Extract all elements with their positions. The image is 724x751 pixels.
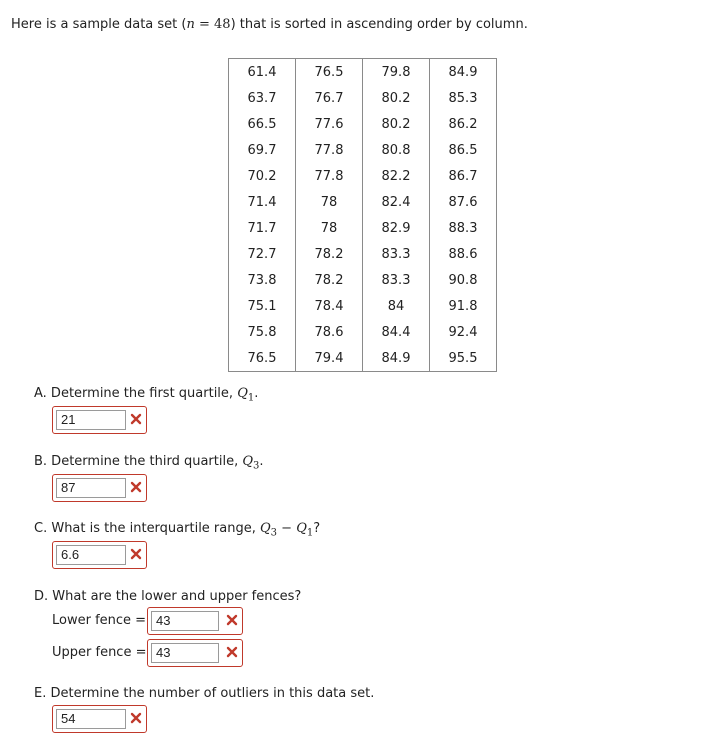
table-cell: 82.2 <box>363 163 430 189</box>
intro-text: Here is a sample data set (n = 48) that is sorted in ascending order by column. <box>11 17 528 32</box>
table-cell: 90.8 <box>430 267 497 293</box>
table-cell: 91.8 <box>430 293 497 319</box>
table-row <box>229 85 497 111</box>
question-a: A. Determine the first quartile, $Q_1$. <box>34 386 259 404</box>
table-cell: 77.6 <box>296 111 363 137</box>
table-cell: 63.7 <box>229 85 296 111</box>
table-cell: 78 <box>296 215 363 241</box>
table-cell: 70.2 <box>229 163 296 189</box>
table-cell: 88.3 <box>430 215 497 241</box>
table-cell: 88.6 <box>430 241 497 267</box>
table-row <box>229 241 497 267</box>
table-cell: 82.9 <box>363 215 430 241</box>
table-cell: 77.8 <box>296 137 363 163</box>
table-cell: 84.9 <box>363 345 430 372</box>
table-row <box>229 137 497 163</box>
x-mark-icon <box>225 645 239 659</box>
lower-fence-label: Lower fence = <box>52 613 147 628</box>
table-cell: 78.2 <box>296 241 363 267</box>
x-mark-icon <box>129 412 143 426</box>
answer-e-input[interactable]: 54 <box>56 709 126 729</box>
answer-b-box <box>52 474 147 502</box>
n-value: 48 <box>214 17 231 32</box>
table-row <box>229 111 497 137</box>
question-b: B. Determine the third quartile, $Q_3$. <box>34 454 264 472</box>
question-c: C. What is the interquartile range, $Q_3 - Q_1$? <box>34 521 321 539</box>
lower-fence-box <box>147 607 243 635</box>
upper-fence-label: Upper fence = <box>52 645 147 660</box>
table-cell: 86.2 <box>430 111 497 137</box>
table-cell: 83.3 <box>363 267 430 293</box>
table-cell: 69.7 <box>229 137 296 163</box>
table-cell: 78.2 <box>296 267 363 293</box>
table-cell: 95.5 <box>430 345 497 372</box>
table-cell: 76.5 <box>229 345 296 372</box>
table-cell: 71.7 <box>229 215 296 241</box>
table-cell: 61.4 <box>229 59 296 86</box>
table-cell: 83.3 <box>363 241 430 267</box>
table-cell: 79.8 <box>363 59 430 86</box>
table-cell: 80.8 <box>363 137 430 163</box>
table-cell: 76.7 <box>296 85 363 111</box>
table-cell: 85.3 <box>430 85 497 111</box>
table-cell: 66.5 <box>229 111 296 137</box>
answer-b-input[interactable]: 87 <box>56 478 126 498</box>
table-cell: 86.5 <box>430 137 497 163</box>
table-row <box>229 163 497 189</box>
table-cell: 84.4 <box>363 319 430 345</box>
table-cell: 73.8 <box>229 267 296 293</box>
answer-a-input[interactable]: 21 <box>56 410 126 430</box>
table-cell: 84 <box>363 293 430 319</box>
upper-fence-box <box>147 639 243 667</box>
table-cell: 78.4 <box>296 293 363 319</box>
table-cell: 92.4 <box>430 319 497 345</box>
table-row <box>229 215 497 241</box>
table-row <box>229 59 497 86</box>
question-d: D. What are the lower and upper fences? <box>34 589 302 604</box>
table-row <box>229 189 497 215</box>
table-cell: 80.2 <box>363 111 430 137</box>
x-mark-icon <box>129 480 143 494</box>
table-row <box>229 267 497 293</box>
upper-fence-input[interactable]: 43 <box>151 643 219 663</box>
table-cell: 80.2 <box>363 85 430 111</box>
table-cell: 78.6 <box>296 319 363 345</box>
table-cell: 71.4 <box>229 189 296 215</box>
x-mark-icon <box>225 613 239 627</box>
table-cell: 72.7 <box>229 241 296 267</box>
table-cell: 79.4 <box>296 345 363 372</box>
answer-a-box <box>52 406 147 434</box>
table-cell: 75.8 <box>229 319 296 345</box>
table-cell: 86.7 <box>430 163 497 189</box>
answer-c-input[interactable]: 6.6 <box>56 545 126 565</box>
table-row <box>229 345 497 372</box>
table-cell: 76.5 <box>296 59 363 86</box>
n-variable: n <box>186 17 195 32</box>
table-cell: 75.1 <box>229 293 296 319</box>
answer-e-box <box>52 705 147 733</box>
answer-c-box <box>52 541 147 569</box>
question-e: E. Determine the number of outliers in this data set. <box>34 686 375 701</box>
x-mark-icon <box>129 547 143 561</box>
table-cell: 77.8 <box>296 163 363 189</box>
table-cell: 78 <box>296 189 363 215</box>
x-mark-icon <box>129 711 143 725</box>
table-row <box>229 293 497 319</box>
lower-fence-input[interactable]: 43 <box>151 611 219 631</box>
data-table <box>228 58 497 372</box>
table-cell: 82.4 <box>363 189 430 215</box>
table-cell: 84.9 <box>430 59 497 86</box>
table-cell: 87.6 <box>430 189 497 215</box>
table-row <box>229 319 497 345</box>
